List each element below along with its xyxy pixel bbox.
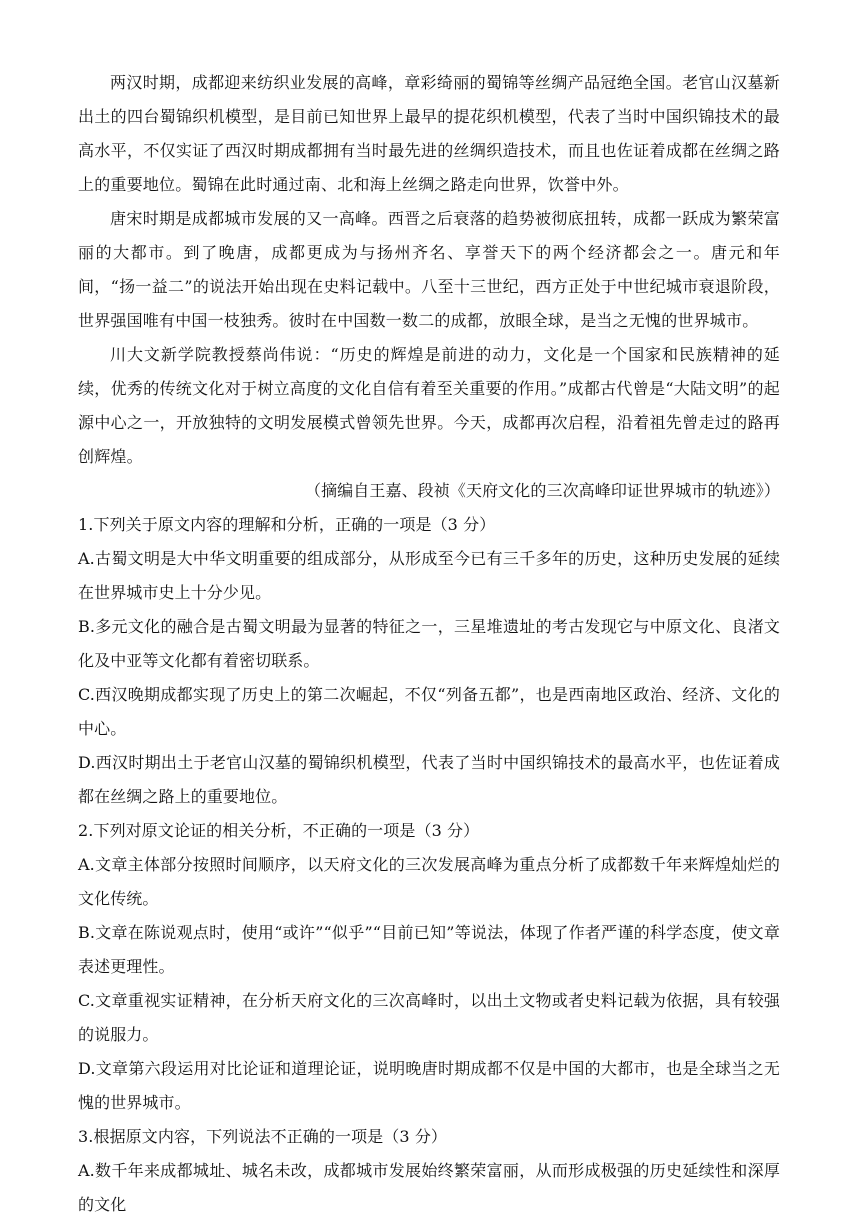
question-2 — [78, 814, 780, 1120]
article-paragraph-3: 川大文新学院教授蔡尚伟说：“历史的辉煌是前进的动力，文化是一个国家和民族精神的延续，优秀的传统文化对于树立高度的文化自信有着至关重要的作用。”成都古代曾是“大陆文明”的起源中心之一，开放独特的文明发展模式曾领先世界。今天，成都再次启程，沿着祖先曾走过的路再创辉煌。 — [78, 345, 780, 466]
question-option: C.文章重视实证精神，在分析天府文化的三次高峰时，以出土文物或者史料记载为依据，具有较强的说服力。 — [78, 991, 780, 1044]
question-option: A.古蜀文明是大中华文明重要的组成部分，从形成至今已有三千多年的历史，这种历史发展的延续在世界城市史上十分少见。 — [78, 549, 780, 602]
question-option: A.文章主体部分按照时间顺序，以天府文化的三次发展高峰为重点分析了成都数千年来辉煌灿烂的文化传统。 — [78, 855, 780, 908]
question-3 — [78, 1120, 780, 1222]
article-source: （摘编自王嘉、段祯《天府文化的三次高峰印证世界城市的轨迹》） — [304, 481, 780, 500]
question-option: D.西汉时期出土于老官山汉墓的蜀锦织机模型，代表了当时中国织锦技术的最高水平，也佐证着成都在丝绸之路上的重要地位。 — [78, 753, 780, 806]
document-page — [78, 66, 780, 1222]
article-paragraph-1: 两汉时期，成都迎来纺织业发展的高峰，章彩绮丽的蜀锦等丝绸产品冠绝全国。老官山汉墓新出土的四台蜀锦织机模型，是目前已知世界上最早的提花织机模型，代表了当时中国织锦技术的最高水平，不仅实证了西汉时期成都拥有当时最先进的丝绸织造技术，而且也佐证着成都在丝绸之路上的重要地位。蜀锦在此时通过南、北和海上丝绸之路走向世界，饮誉中外。 — [78, 73, 780, 194]
question-option: A.数千年来成都城址、城名未改，成都城市发展始终繁荣富丽，从而形成极强的历史延续性和深厚的文化 — [78, 1161, 780, 1214]
article-paragraph-2: 唐宋时期是成都城市发展的又一高峰。西晋之后衰落的趋势被彻底扭转，成都一跃成为繁荣富丽的大都市。到了晚唐，成都更成为与扬州齐名、享誉天下的两个经济都会之一。唐元和年间，“扬一益二”的说法开始出现在史料记载中。八至十三世纪，西方正处于中世纪城市衰退阶段，世界强国唯有中国一枝独秀。彼时在中国数一数二的成都，放眼全球，是当之无愧的世界城市。 — [78, 209, 780, 330]
question-stem: 1.下列关于原文内容的理解和分析，正确的一项是（3 分） — [78, 515, 496, 534]
question-option: B.文章在陈说观点时，使用“或许”“似乎”“目前已知”等说法，体现了作者严谨的科学态度，使文章表述更理性。 — [78, 923, 780, 976]
question-option: C.西汉晚期成都实现了历史上的第二次崛起，不仅“列备五都”，也是西南地区政治、经济、文化的中心。 — [78, 685, 780, 738]
question-1 — [78, 508, 780, 814]
question-option: B.多元文化的融合是古蜀文明最为显著的特征之一，三星堆遗址的考古发现它与中原文化、良渚文化及中亚等文化都有着密切联系。 — [78, 617, 780, 670]
question-stem: 2.下列对原文论证的相关分析，不正确的一项是（3 分） — [78, 821, 480, 840]
question-option: D.文章第六段运用对比论证和道理论证，说明晚唐时期成都不仅是中国的大都市，也是全球当之无愧的世界城市。 — [78, 1059, 780, 1112]
question-stem: 3.根据原文内容，下列说法不正确的一项是（3 分） — [78, 1127, 448, 1146]
